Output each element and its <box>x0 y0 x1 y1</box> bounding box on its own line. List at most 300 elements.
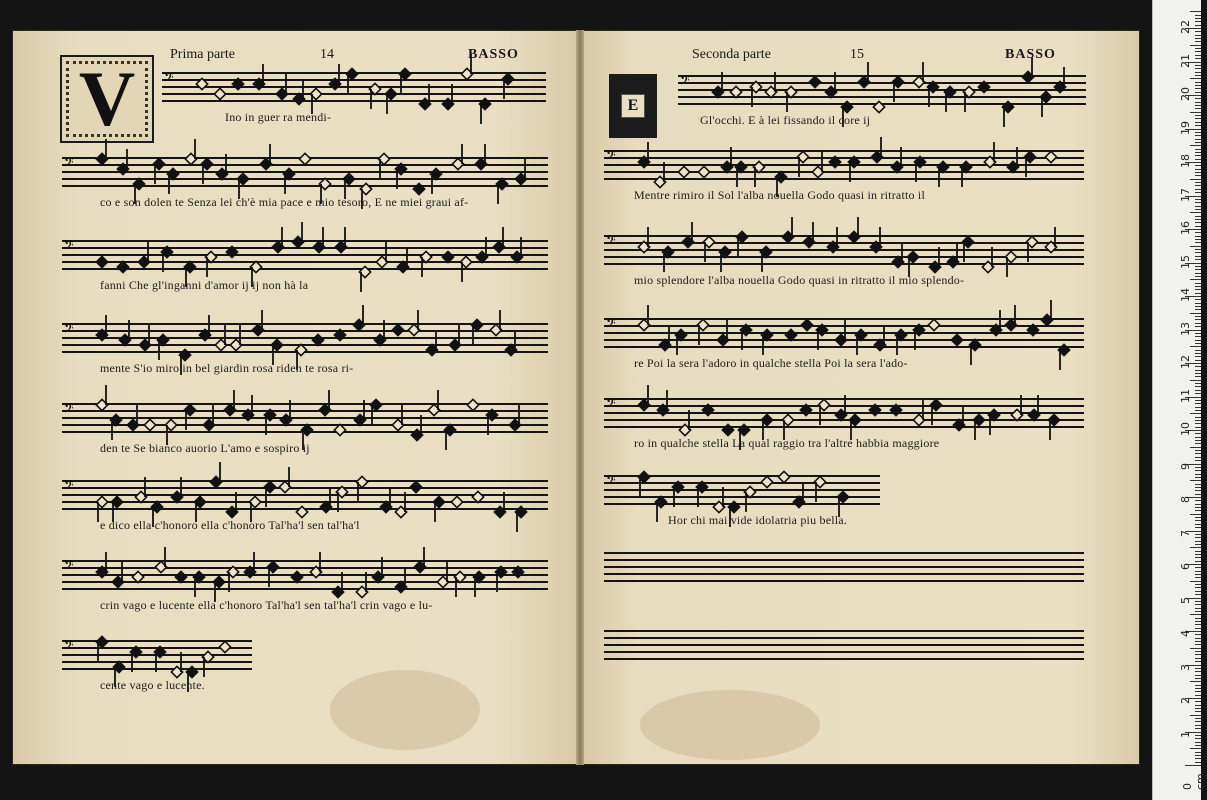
ruler-tick <box>1195 554 1201 555</box>
lyric-line: fanni Che gl'inganni d'amor ij ij non hà la <box>100 278 309 292</box>
lyric-line: ro in qualche stella La qual raggio tra l'altre habbia maggiore <box>634 436 940 450</box>
note-head <box>226 492 237 518</box>
ruler-tick <box>1195 423 1201 424</box>
note-head <box>199 315 210 341</box>
ruler-tick <box>1195 383 1201 384</box>
bass-clef-icon: 𝄢 <box>606 396 616 414</box>
ruler-tick <box>1195 587 1201 588</box>
note-head <box>855 329 866 355</box>
ruler-tick <box>1195 336 1201 337</box>
staff-notes <box>678 61 1086 121</box>
music-staff <box>62 157 548 187</box>
note-head <box>978 81 989 92</box>
note-head <box>793 482 804 508</box>
note-head <box>392 405 403 431</box>
ruler-tick <box>1195 152 1201 153</box>
ruler-tick <box>1195 604 1201 605</box>
ruler-tick <box>1195 25 1201 26</box>
note-head <box>332 572 343 598</box>
staff-notes <box>604 304 1084 364</box>
ruler-tick <box>1195 326 1201 327</box>
ruler-tick <box>1195 269 1201 270</box>
note-head <box>944 86 955 112</box>
ruler-tick <box>1195 232 1201 233</box>
note-head <box>184 404 195 430</box>
ruler-tick <box>1195 132 1201 133</box>
ruler-tick <box>1195 189 1201 190</box>
bass-clef-icon: 𝄢 <box>64 238 74 256</box>
lyric-line: mio splendore l'alba nouella Godo quasi in ritratto il mio splendo- <box>634 273 965 287</box>
note-head <box>785 329 796 340</box>
note-head <box>785 86 796 112</box>
note-head <box>370 399 381 425</box>
ruler-tick <box>1190 145 1201 146</box>
staff-notes <box>62 309 548 369</box>
music-staff <box>678 75 1086 105</box>
ruler-tick <box>1195 376 1201 377</box>
ruler-tick <box>1195 641 1201 642</box>
ruler-tick <box>1195 323 1201 324</box>
staff-notes <box>162 58 546 118</box>
ruler-label: 17 <box>1179 187 1192 202</box>
ruler-tick <box>1195 407 1201 408</box>
bass-clef-icon: 𝄢 <box>64 321 74 339</box>
ruler-tick <box>1190 179 1201 180</box>
note-head <box>1024 151 1035 177</box>
ruler-label: 21 <box>1179 53 1192 68</box>
note-head <box>735 161 746 187</box>
note-head <box>119 320 130 346</box>
note-head <box>196 78 207 89</box>
note-head <box>890 404 901 415</box>
ruler-tick <box>1195 58 1201 59</box>
ruler-tick <box>1195 21 1201 22</box>
note-head <box>657 390 668 416</box>
note-head <box>293 79 304 105</box>
note-head <box>356 476 367 502</box>
ruler-tick <box>1195 500 1201 501</box>
ruler-tick <box>1190 246 1201 247</box>
music-staff <box>62 240 548 270</box>
staff-notes <box>604 136 1084 196</box>
ruler-tick <box>1195 557 1201 558</box>
ruler-tick <box>1190 212 1201 213</box>
ruler-tick <box>1195 758 1201 759</box>
note-head <box>655 496 666 522</box>
ruler-tick <box>1195 708 1201 709</box>
ruler-tick <box>1195 149 1201 150</box>
ruler-tick <box>1195 644 1201 645</box>
ruler-tick <box>1195 118 1201 119</box>
staff-notes <box>62 466 548 526</box>
bass-clef-icon: 𝄢 <box>606 473 616 491</box>
ruler-tick <box>1195 474 1201 475</box>
ruler-tick <box>1195 165 1201 166</box>
right-page-number: 15 <box>850 47 864 62</box>
note-head <box>267 561 278 587</box>
ruler-tick <box>1195 226 1201 227</box>
ruler-tick <box>1195 725 1201 726</box>
note-head <box>232 78 243 89</box>
ruler-tick <box>1190 11 1201 12</box>
note-head <box>1011 395 1022 421</box>
note-head <box>310 552 321 578</box>
note-head <box>227 566 238 592</box>
ruler-label: 2 <box>1179 697 1192 704</box>
note-head <box>761 329 772 355</box>
note-head <box>296 506 307 517</box>
ruler-tick <box>1195 752 1201 753</box>
ruler-tick <box>1195 390 1201 391</box>
ruler-tick <box>1190 581 1201 582</box>
note-head <box>139 325 150 351</box>
ruler-tick <box>1195 510 1201 511</box>
ruler-tick <box>1195 685 1201 686</box>
water-stain <box>640 690 820 760</box>
ruler-tick <box>1195 283 1201 284</box>
empty-staff <box>604 552 1084 582</box>
note-head <box>442 84 453 110</box>
note-head <box>411 415 422 441</box>
note-head <box>1027 324 1038 335</box>
note-head <box>969 339 980 365</box>
note-head <box>144 419 155 430</box>
note-head <box>825 72 836 98</box>
ruler-label: 8 <box>1179 496 1192 503</box>
note-head <box>486 409 497 435</box>
note-head <box>960 161 971 187</box>
note-head <box>962 236 973 262</box>
note-head <box>336 486 347 512</box>
ruler-tick <box>1190 748 1201 749</box>
note-head <box>818 399 829 425</box>
note-head <box>230 325 241 351</box>
note-head <box>812 152 823 178</box>
ruler-tick <box>1195 561 1201 562</box>
lyric-line: mente S'io miro in bel giardin rosa riden te rosa ri- <box>100 361 354 375</box>
note-head <box>682 222 693 248</box>
ruler-tick <box>1195 490 1201 491</box>
note-head <box>442 251 453 262</box>
ruler-tick <box>1195 41 1201 42</box>
note-head <box>697 319 708 345</box>
note-head <box>835 320 846 346</box>
note-head <box>395 163 406 189</box>
ruler-tick <box>1195 273 1201 274</box>
ruler-tick <box>1195 172 1201 173</box>
ruler-tick <box>1195 537 1201 538</box>
music-staff <box>604 475 880 505</box>
ruler-tick <box>1195 102 1201 103</box>
ruler-tick <box>1190 547 1201 548</box>
note-head <box>638 471 649 497</box>
ruler-tick <box>1195 695 1201 696</box>
ruler-tick <box>1195 527 1201 528</box>
note-head <box>914 156 925 182</box>
ruler-tick <box>1195 433 1201 434</box>
note-head <box>1045 227 1056 253</box>
note-head <box>638 305 649 331</box>
bass-clef-icon: 𝄢 <box>606 148 616 166</box>
note-head <box>444 424 455 450</box>
note-head <box>505 330 516 356</box>
note-head <box>96 636 107 662</box>
note-head <box>216 154 227 180</box>
lyric-line: co e son dolen te Senza lei ch'è mia pace e mio tesoro, E ne miei graui af- <box>100 195 469 209</box>
note-head <box>320 487 331 513</box>
ruler-tick <box>1195 393 1201 394</box>
note-head <box>283 168 294 194</box>
ruler-label: 13 <box>1179 321 1192 336</box>
ruler-tick <box>1195 400 1201 401</box>
ruler-tick <box>1195 35 1201 36</box>
ruler-tick <box>1195 403 1201 404</box>
ruler-tick <box>1195 236 1201 237</box>
note-head <box>224 390 235 416</box>
ruler-tick <box>1195 484 1201 485</box>
note-head <box>679 410 690 436</box>
note-head <box>871 137 882 163</box>
bass-clef-icon: 𝄢 <box>64 155 74 173</box>
note-head <box>395 492 406 518</box>
note-head <box>96 315 107 341</box>
note-head <box>719 246 730 272</box>
ruler-tick <box>1195 115 1201 116</box>
note-head <box>511 237 522 263</box>
ruler-tick <box>1195 638 1201 639</box>
ruler-tick <box>1195 591 1201 592</box>
ruler-tick <box>1195 249 1201 250</box>
ruler-tick <box>1195 691 1201 692</box>
ruler-tick <box>1195 142 1201 143</box>
note-head <box>138 242 149 268</box>
note-head <box>809 76 820 87</box>
note-head <box>1045 151 1056 162</box>
note-head <box>848 217 859 243</box>
decorated-initial-e <box>609 74 657 138</box>
music-staff <box>162 72 546 102</box>
note-head <box>722 424 733 435</box>
note-head <box>461 54 472 80</box>
ruler-tick <box>1195 82 1201 83</box>
note-head <box>913 400 924 426</box>
ruler-tick <box>1195 467 1201 468</box>
ruler-tick <box>1195 182 1201 183</box>
ruler-tick <box>1195 98 1201 99</box>
note-head <box>874 325 885 351</box>
staff-notes <box>62 389 548 449</box>
ruler-tick <box>1195 721 1201 722</box>
ruler-tick <box>1195 457 1201 458</box>
note-head <box>736 231 747 257</box>
ruler-label: 3 <box>1179 663 1192 671</box>
water-stain <box>330 670 480 750</box>
ruler-tick <box>1195 711 1201 712</box>
note-head <box>951 334 962 345</box>
ruler-tick <box>1195 135 1201 136</box>
ruler-tick <box>1195 577 1201 578</box>
bass-clef-icon: 𝄢 <box>680 73 690 91</box>
note-head <box>155 547 166 573</box>
note-head <box>797 151 808 177</box>
ruler-tick <box>1195 316 1201 317</box>
note-head <box>264 409 275 435</box>
ruler-tick <box>1195 333 1201 334</box>
note-head <box>201 158 212 184</box>
ruler-label: 16 <box>1179 221 1192 235</box>
note-head <box>891 147 902 173</box>
note-head <box>96 139 107 165</box>
ruler-tick <box>1195 735 1201 736</box>
ruler-tick <box>1190 346 1201 347</box>
ruler-tick <box>1195 105 1201 106</box>
note-head <box>512 566 523 577</box>
note-head <box>369 83 380 109</box>
note-head <box>472 491 483 502</box>
ruler-tick <box>1195 65 1201 66</box>
ruler-tick <box>1190 380 1201 381</box>
ruler-tick <box>1195 504 1201 505</box>
note-head <box>730 86 741 97</box>
note-head <box>696 481 707 507</box>
note-head <box>493 227 504 253</box>
ruler-label: 15 <box>1179 254 1192 269</box>
music-staff <box>604 235 1084 265</box>
ruler-tick <box>1195 534 1201 535</box>
note-head <box>354 400 365 426</box>
ruler-label: 4 <box>1179 630 1192 637</box>
note-head <box>226 246 237 257</box>
note-head <box>312 334 323 345</box>
ruler-tick <box>1195 206 1201 207</box>
ruler-tick <box>1195 209 1201 210</box>
note-head <box>96 552 107 578</box>
ruler-tick <box>1195 366 1201 367</box>
lyric-line: cente vago e lucente. <box>100 678 205 692</box>
note-head <box>816 324 827 350</box>
ruler-tick <box>1195 202 1201 203</box>
note-head <box>937 161 948 187</box>
note-head <box>848 156 859 182</box>
ruler-label: 14 <box>1179 288 1192 302</box>
note-head <box>659 325 670 351</box>
note-head <box>654 162 665 188</box>
note-head <box>1026 236 1037 262</box>
ruler-tick <box>1195 437 1201 438</box>
ruler-tick <box>1195 621 1201 622</box>
note-head <box>175 571 186 582</box>
lyric-line: Gl'occhi. E à lei fissando il core ij <box>700 113 871 127</box>
note-head <box>502 73 513 99</box>
note-head <box>509 405 520 431</box>
note-head <box>829 156 840 167</box>
note-head <box>392 324 403 335</box>
ruler-tick <box>1195 68 1201 69</box>
music-staff <box>604 398 1084 428</box>
ruler-unit-label: 0 cm <box>1181 773 1207 790</box>
left-voice-label: BASSO <box>468 47 519 62</box>
note-head <box>869 404 880 415</box>
ruler-tick <box>1195 671 1201 672</box>
note-head <box>171 652 182 678</box>
music-staff <box>604 318 1084 348</box>
left-page-number: 14 <box>320 47 334 62</box>
ruler-tick <box>1195 276 1201 277</box>
note-head <box>167 168 178 194</box>
note-head <box>244 552 255 578</box>
ruler-tick <box>1195 601 1201 602</box>
note-head <box>203 405 214 431</box>
ruler-tick <box>1195 360 1201 361</box>
note-head <box>1040 91 1051 117</box>
note-head <box>750 81 761 107</box>
ruler-tick <box>1195 122 1201 123</box>
note-head <box>96 256 107 267</box>
ruler-tick <box>1195 594 1201 595</box>
note-head <box>675 329 686 355</box>
note-head <box>252 310 263 336</box>
note-head <box>430 168 441 194</box>
note-head <box>814 476 825 502</box>
ruler-tick <box>1195 450 1201 451</box>
note-head <box>253 64 264 90</box>
note-head <box>717 320 728 346</box>
ruler-tick <box>1195 574 1201 575</box>
ruler-tick <box>1195 303 1201 304</box>
ruler-tick <box>1195 242 1201 243</box>
ruler-tick <box>1195 239 1201 240</box>
note-head <box>892 242 903 268</box>
ruler-tick <box>1190 614 1201 615</box>
ruler-tick <box>1195 373 1201 374</box>
note-head <box>410 481 421 492</box>
ruler-tick <box>1195 567 1201 568</box>
note-head <box>490 310 501 336</box>
note-head <box>454 571 465 597</box>
note-head <box>335 227 346 253</box>
ruler-tick <box>1195 219 1201 220</box>
note-head <box>496 178 507 204</box>
ruler-tick <box>1195 440 1201 441</box>
note-head <box>827 227 838 253</box>
staff-notes <box>62 546 548 606</box>
note-head <box>721 147 732 173</box>
ruler-tick <box>1190 648 1201 649</box>
note-head <box>495 566 506 592</box>
note-head <box>1041 300 1052 326</box>
staff-notes <box>62 143 548 203</box>
note-head <box>399 68 410 94</box>
note-head <box>467 399 478 410</box>
staff-notes <box>62 226 548 286</box>
note-head <box>702 404 713 415</box>
ruler-tick <box>1195 386 1201 387</box>
ruler-tick <box>1195 350 1201 351</box>
ruler-tick <box>1195 417 1201 418</box>
note-head <box>276 74 287 100</box>
ruler-tick <box>1190 45 1201 46</box>
ruler-tick <box>1195 675 1201 676</box>
initial-letter: E <box>621 94 645 118</box>
note-head <box>698 166 709 177</box>
note-head <box>678 166 689 177</box>
ruler-tick <box>1195 75 1201 76</box>
ruler-tick <box>1195 634 1201 635</box>
ruler-tick <box>1195 541 1201 542</box>
lyric-line: e dico ella c'honoro ella c'honoro Tal'ha'l sen tal'ha'l <box>100 518 360 532</box>
ruler-tick <box>1195 705 1201 706</box>
ruler-label: 22 <box>1179 20 1192 34</box>
